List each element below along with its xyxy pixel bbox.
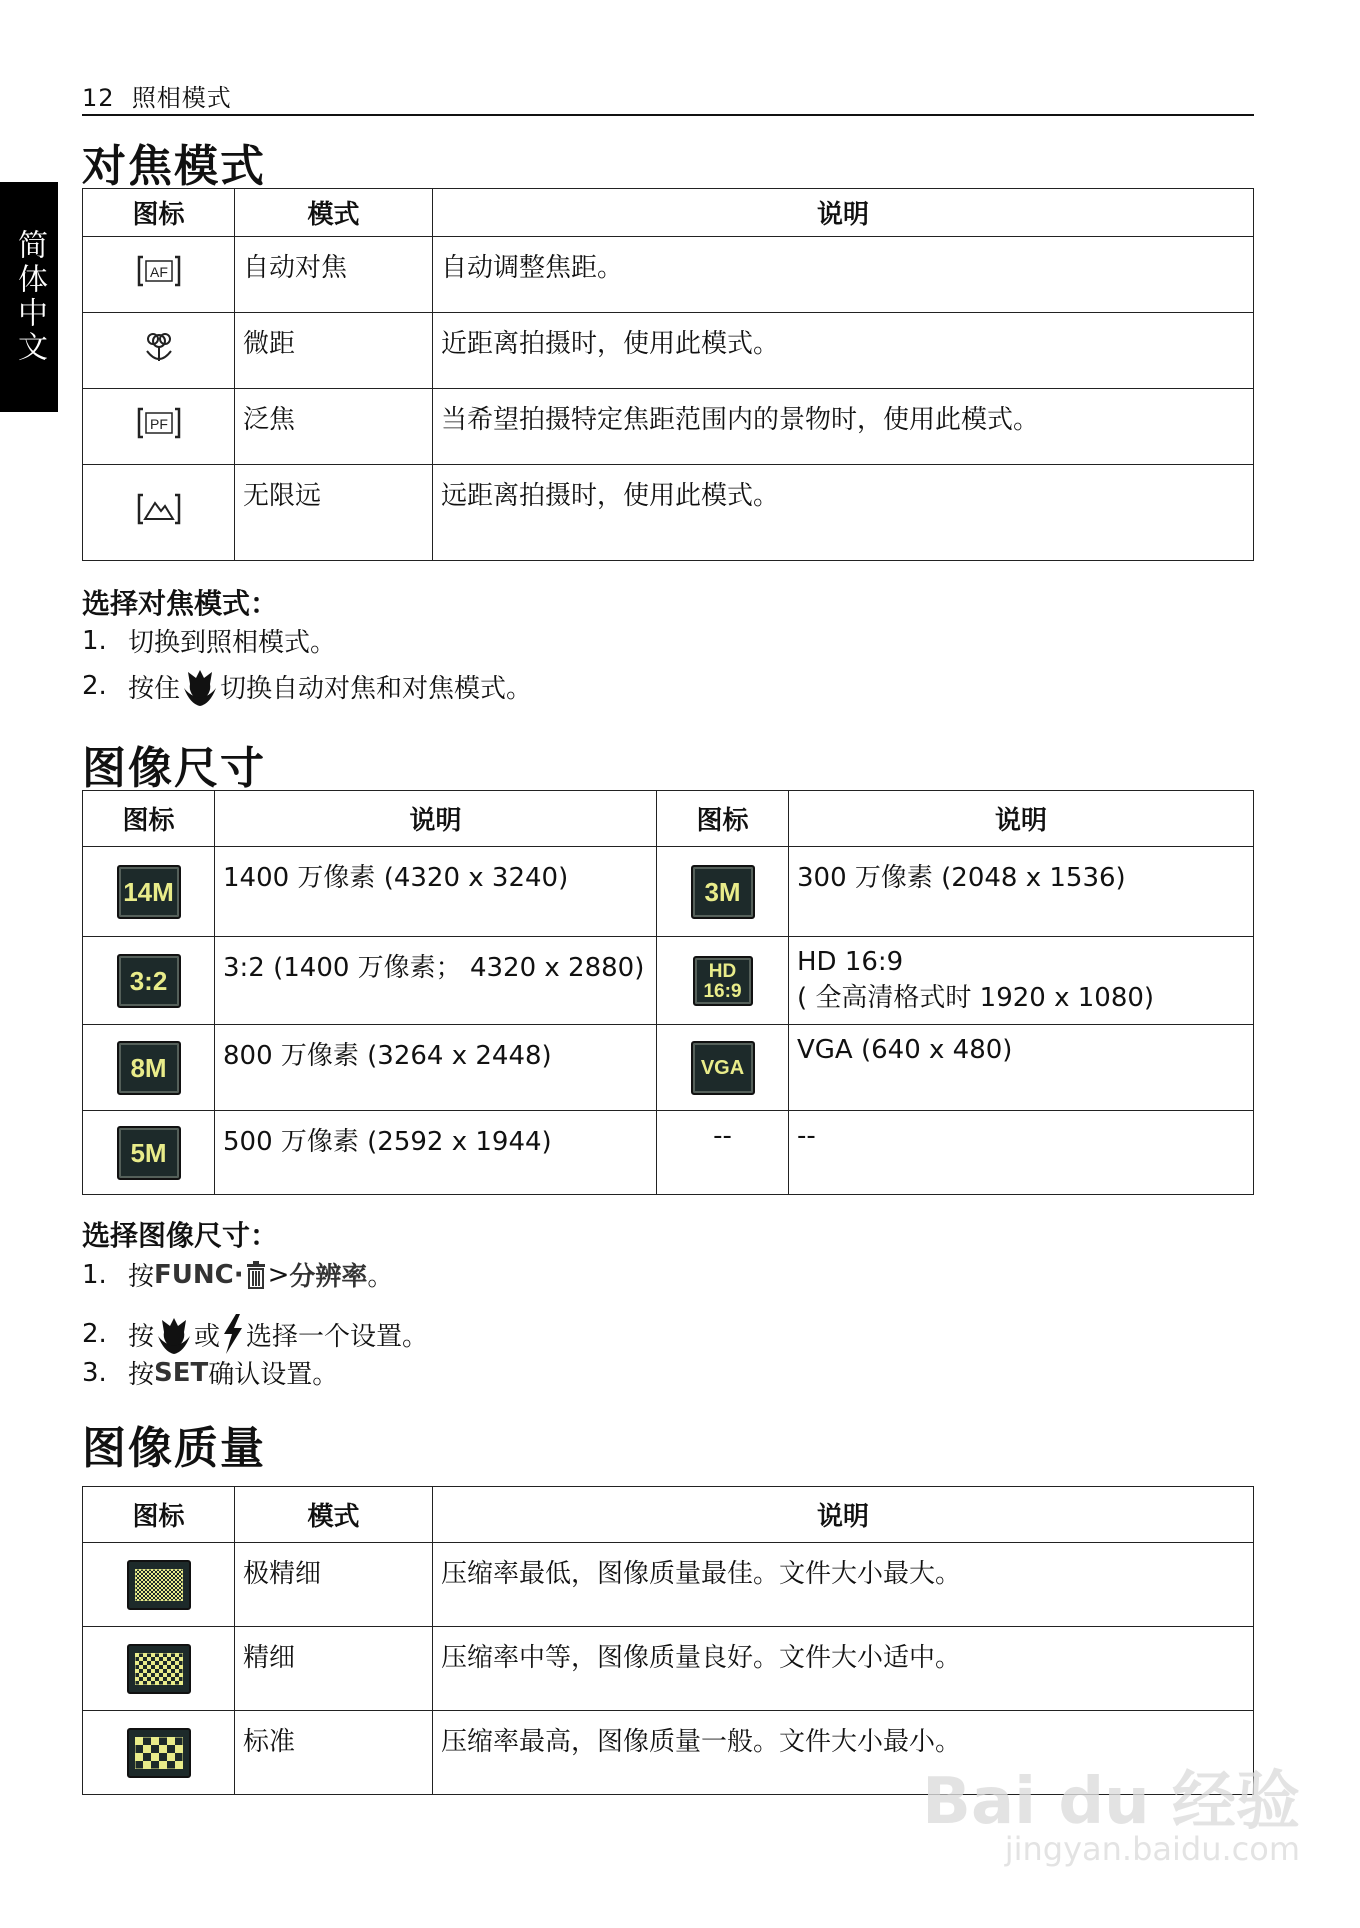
table-row <box>83 1543 1254 1627</box>
mode-name: 精细 <box>235 1627 433 1711</box>
table-row <box>83 937 1254 1025</box>
column-header: 说明 <box>433 189 1254 237</box>
focus-step-2: 2. 按住 切换自动对焦和对焦模式。 <box>82 664 532 708</box>
mode-desc: 自动调整焦距。 <box>433 237 1254 313</box>
table-row <box>83 1627 1254 1711</box>
empty-icon: -- <box>657 1111 789 1195</box>
column-header: 模式 <box>235 1487 433 1543</box>
mode-name: 自动对焦 <box>235 237 433 313</box>
mode-name: 标准 <box>235 1711 433 1795</box>
size-3-2-icon: 3:2 <box>117 954 181 1008</box>
watermark-logo: Bai du 经验 <box>922 1765 1300 1839</box>
flash-icon <box>220 1312 246 1356</box>
svg-text:AF: AF <box>149 264 168 280</box>
size-3m-icon: 3M <box>691 865 755 919</box>
size-desc: VGA (640 x 480) <box>789 1025 1254 1111</box>
size-5m-icon: 5M <box>117 1126 181 1180</box>
macro-button-icon <box>154 1312 194 1356</box>
table-row <box>83 465 1254 561</box>
column-header: 图标 <box>657 791 789 847</box>
size-desc: 300 万像素 (2048 x 1536) <box>789 847 1254 937</box>
size-desc: 3:2 (1400 万像素； 4320 x 2880) <box>215 937 657 1025</box>
af-icon <box>83 237 235 313</box>
column-header: 说明 <box>215 791 657 847</box>
watermark-url: jingyan.baidu.com <box>1004 1830 1300 1868</box>
mode-desc: 压缩率最低，图像质量最佳。文件大小最大。 <box>433 1543 1254 1627</box>
language-tab: 简体中文 <box>0 182 58 412</box>
size-step-2: 2. 按 或 选择一个设置。 <box>82 1312 428 1356</box>
focus-mode-table <box>82 188 1254 561</box>
table-row <box>83 313 1254 389</box>
size-vga-icon: VGA <box>691 1041 755 1095</box>
trash-icon <box>244 1260 268 1290</box>
mode-name: 极精细 <box>235 1543 433 1627</box>
header-divider <box>82 114 1254 116</box>
size-8m-icon: 8M <box>117 1041 181 1095</box>
size-desc: 1400 万像素 (4320 x 3240) <box>215 847 657 937</box>
focus-mode-title: 对焦模式 <box>82 141 266 192</box>
size-desc: 500 万像素 (2592 x 1944) <box>215 1111 657 1195</box>
mode-desc: 压缩率中等，图像质量良好。文件大小适中。 <box>433 1627 1254 1711</box>
size-select-title: 选择图像尺寸： <box>82 1219 279 1252</box>
pf-icon <box>83 389 235 465</box>
mode-desc: 近距离拍摄时，使用此模式。 <box>433 313 1254 389</box>
image-size-title: 图像尺寸 <box>82 743 266 794</box>
table-row <box>83 389 1254 465</box>
size-step-3: 3. 按 SET 确认设置。 <box>82 1357 339 1390</box>
func-key-label: FUNC· <box>154 1259 244 1290</box>
size-14m-icon: 14M <box>117 865 181 919</box>
mode-desc: 远距离拍摄时，使用此模式。 <box>433 465 1254 561</box>
super-fine-icon <box>127 1560 191 1610</box>
table-row <box>83 237 1254 313</box>
mode-desc: 当希望拍摄特定焦距范围内的景物时，使用此模式。 <box>433 389 1254 465</box>
fine-icon <box>127 1644 191 1694</box>
macro-button-icon <box>180 664 220 708</box>
column-header: 图标 <box>83 1487 235 1543</box>
size-desc: -- <box>789 1111 1254 1195</box>
section-title: 照相模式 <box>131 84 232 112</box>
size-desc: 800 万像素 (3264 x 2448) <box>215 1025 657 1111</box>
mode-name: 微距 <box>235 313 433 389</box>
table-row <box>83 1025 1254 1111</box>
page-header <box>82 78 232 113</box>
column-header: 模式 <box>235 189 433 237</box>
mode-name: 泛焦 <box>235 389 433 465</box>
image-quality-title: 图像质量 <box>82 1423 266 1474</box>
size-step-1: 1. 按 FUNC· > 分辨率 。 <box>82 1259 394 1292</box>
column-header: 图标 <box>83 791 215 847</box>
column-header: 图标 <box>83 189 235 237</box>
size-desc: HD 16:9 ( 全高清格式时 1920 x 1080) <box>789 937 1254 1025</box>
image-quality-table <box>82 1486 1254 1795</box>
mode-desc: 压缩率最高，图像质量一般。文件大小最小。 <box>433 1711 1254 1795</box>
page-number: 12 <box>82 84 115 112</box>
focus-step-1: 1. 切换到照相模式。 <box>82 625 337 658</box>
size-hd-icon: HD 16:9 <box>693 956 753 1006</box>
set-key-label: SET <box>154 1357 209 1388</box>
infinity-icon <box>83 465 235 561</box>
column-header: 说明 <box>433 1487 1254 1543</box>
focus-select-title: 选择对焦模式： <box>82 587 279 620</box>
image-size-table <box>82 790 1254 1195</box>
column-header: 说明 <box>789 791 1254 847</box>
macro-icon <box>83 313 235 389</box>
table-row <box>83 847 1254 937</box>
table-row <box>83 1111 1254 1195</box>
mode-name: 无限远 <box>235 465 433 561</box>
normal-icon <box>127 1728 191 1778</box>
svg-text:PF: PF <box>149 416 168 432</box>
